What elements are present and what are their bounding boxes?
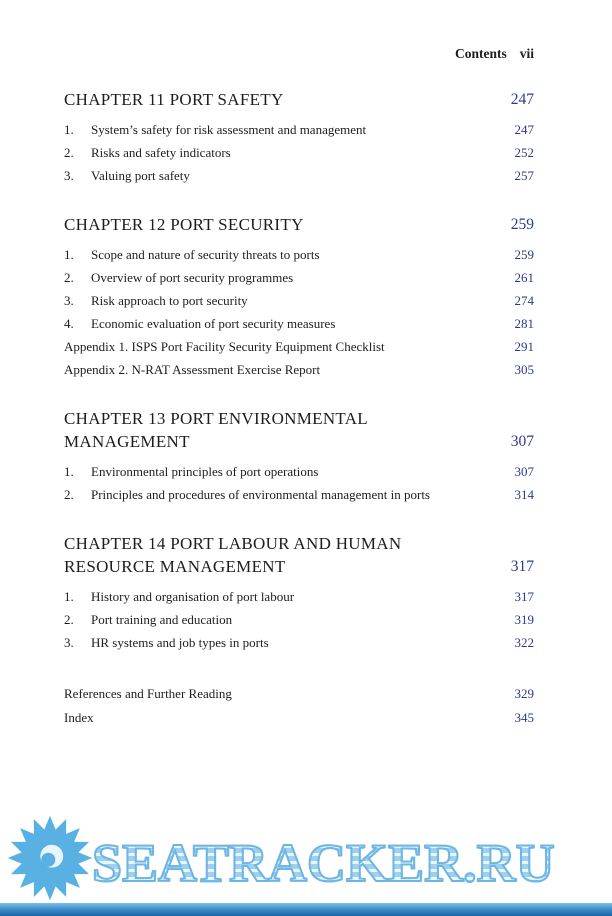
item-label: Scope and nature of security threats to ports [91,247,320,262]
item-page-number: 247 [514,122,534,137]
chapter-item-list [64,243,534,381]
seatracker-watermark [0,814,612,900]
chapter-page-number: 247 [510,91,534,108]
item-label: System’s safety for risk assessment and management [91,122,367,137]
item-number: 4. [64,316,74,331]
toc-item [64,118,534,141]
item-label: Risks and safety indicators [91,145,231,160]
back-matter-row [64,682,534,706]
chapter-14-section [64,532,534,654]
item-page-number: 307 [514,464,534,479]
item-label: References and Further Reading [64,686,232,701]
toc-item [64,460,534,483]
chapter-12-section [64,213,534,381]
item-page-number: 261 [514,270,534,285]
chapter-13-section [64,407,534,506]
item-page-number: 259 [514,247,534,262]
chapter-title-line: CHAPTER 12 PORT SECURITY [64,215,304,234]
toc-item [64,312,534,335]
toc-item [64,608,534,631]
toc-item [64,289,534,312]
header-contents-label: Contents [454,46,507,61]
item-label: Economic evaluation of port security measures [91,316,336,331]
item-page-number: 317 [514,589,534,604]
chapter-heading [64,88,534,111]
toc-item [64,243,534,266]
item-label: Environmental principles of port operations [91,464,319,479]
item-number: 2. [64,487,74,502]
chapter-item-list [64,118,534,187]
item-label: HR systems and job types in ports [91,635,269,650]
chapter-title-line: RESOURCE MANAGEMENT [64,557,286,576]
item-number: 1. [64,589,74,604]
page-header [64,46,534,62]
toc-item [64,141,534,164]
chapter-title-line: CHAPTER 13 PORT ENVIRONMENTAL [64,409,368,428]
item-number: 1. [64,122,74,137]
item-number: 1. [64,247,74,262]
item-number: 3. [64,168,74,183]
item-page-number: 319 [514,612,534,627]
toc-item [64,164,534,187]
item-page-number: 252 [514,145,534,160]
chapter-title-line: CHAPTER 11 PORT SAFETY [64,90,284,109]
chapter-title-line: MANAGEMENT [64,432,190,451]
item-label: Principles and procedures of environmental management in ports [91,487,430,502]
item-label: Appendix 2. N-RAT Assessment Exercise Report [64,362,321,377]
bottom-blue-bar [0,903,612,916]
item-label: Appendix 1. ISPS Port Facility Security Equipment Checklist [64,339,385,354]
item-page-number: 329 [514,686,534,701]
item-page-number: 274 [514,293,534,308]
toc-item-appendix [64,358,534,381]
item-number: 3. [64,635,74,650]
chapter-title [64,88,284,111]
toc-item [64,585,534,608]
toc-item [64,483,534,506]
watermark-text: SEATRACKER.RU [92,833,555,893]
item-page-number: 281 [514,316,534,331]
chapter-page-number: 259 [510,216,534,233]
chapter-title [64,532,401,578]
item-number: 2. [64,270,74,285]
toc-item [64,266,534,289]
item-label: Risk approach to port security [91,293,248,308]
item-label: Port training and education [91,612,233,627]
chapter-item-list [64,460,534,506]
item-label: History and organisation of port labour [91,589,295,604]
chapter-title [64,213,304,236]
item-label: Valuing port safety [91,168,190,183]
back-matter-row [64,706,534,730]
item-page-number: 305 [514,362,534,377]
chapter-title [64,407,368,453]
item-page-number: 314 [514,487,534,502]
item-number: 2. [64,612,74,627]
item-label: Index [64,710,94,725]
chapter-title-line: CHAPTER 14 PORT LABOUR AND HUMAN [64,534,402,553]
back-matter-list [64,682,534,730]
sun-logo-icon [6,814,94,902]
item-page-number: 322 [514,635,534,650]
item-label: Overview of port security programmes [91,270,294,285]
chapter-heading [64,213,534,236]
item-number: 1. [64,464,74,479]
header-page-number: vii [519,46,534,61]
toc-item [64,631,534,654]
item-number: 2. [64,145,74,160]
item-page-number: 257 [514,168,534,183]
chapter-item-list [64,585,534,654]
chapter-11-section [64,88,534,187]
chapter-page-number: 307 [510,433,534,450]
item-page-number: 345 [514,710,534,725]
chapter-heading [64,407,534,453]
item-number: 3. [64,293,74,308]
toc-item-appendix [64,335,534,358]
chapter-heading [64,532,534,578]
item-page-number: 291 [514,339,534,354]
chapter-page-number: 317 [510,558,534,575]
